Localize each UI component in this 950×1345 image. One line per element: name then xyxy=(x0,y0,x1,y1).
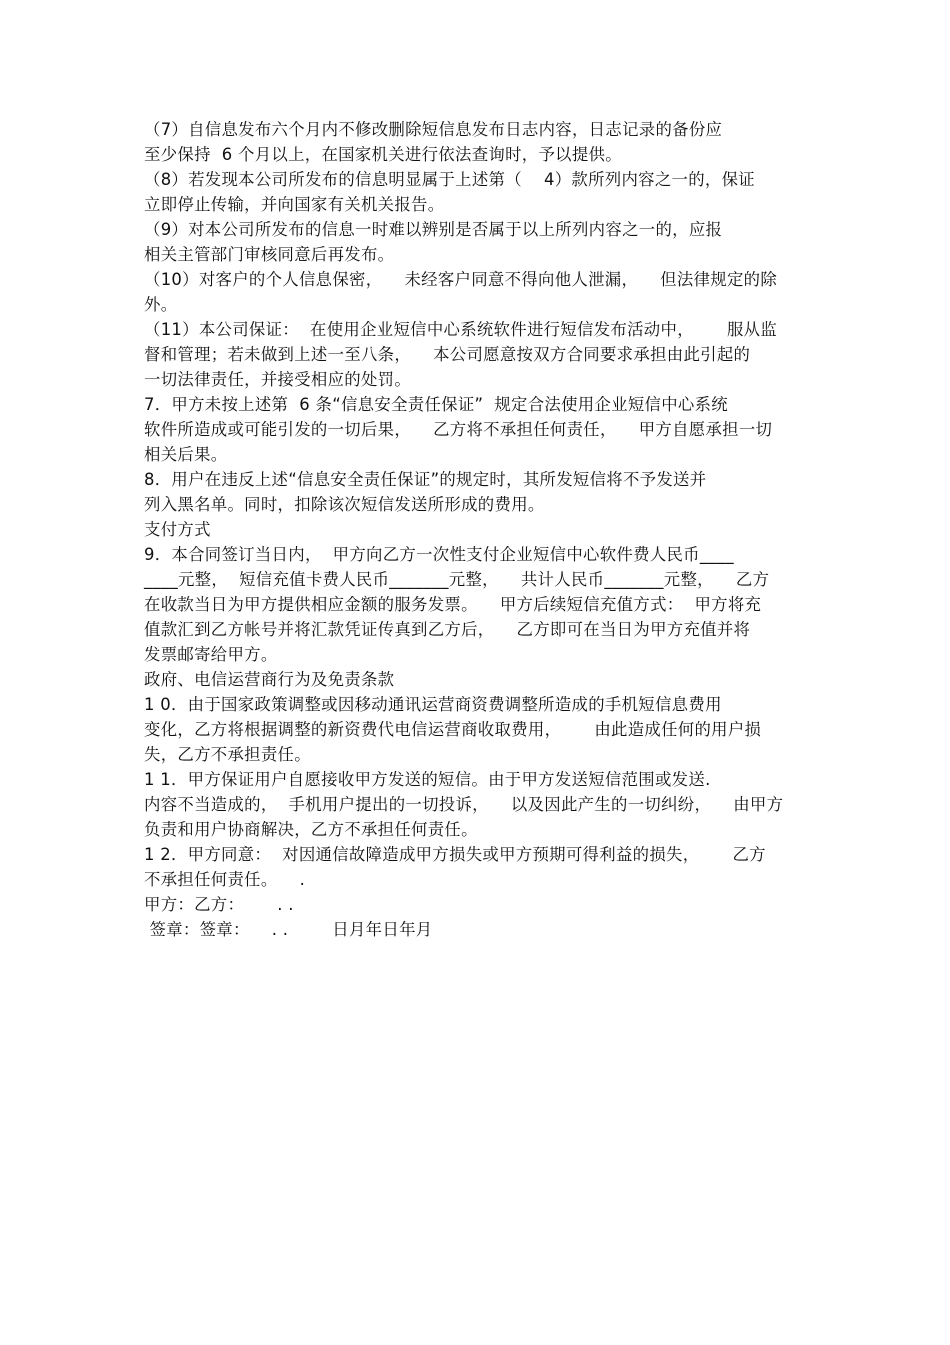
clause-8-line-2: 立即停止传输，并向国家有关机关报告。 xyxy=(144,195,445,214)
clause-9-line-1: （9）对本公司所发布的信息一时难以辨别是否属于以上所列内容之一的，应报 xyxy=(144,220,723,239)
article-9-line-2: ____元整， 短信充值卡费人民币_______元整， 共计人民币_______元整， 乙方 xyxy=(144,570,770,589)
article-8-line-1: 8．用户在违反上述“信息安全责任保证”的规定时，其所发短信将不予发送并 xyxy=(144,470,707,489)
clause-11-line-3: 一切法律责任，并接受相应的处罚。 xyxy=(144,370,412,389)
article-7-line-1: 7．甲方未按上述第 6 条“信息安全责任保证” 规定合法使用企业短信中心系统 xyxy=(144,395,728,414)
clause-10-line-1: （10）对客户的个人信息保密， 未经客户同意不得向他人泄漏， 但法律规定的除 xyxy=(144,270,778,289)
clause-11-line-1: （11）本公司保证： 在使用企业短信中心系统软件进行短信发布活动中， 服从监 xyxy=(144,320,778,339)
article-9-line-1: 9．本合同签订当日内， 甲方向乙方一次性支付企业短信中心软件费人民币____ xyxy=(144,545,734,564)
article-11-line-2: 内容不当造成的， 手机用户提出的一切投诉， 以及因此产生的一切纠纷， 由甲方 xyxy=(144,795,784,814)
clause-8-line-1: （8）若发现本公司所发布的信息明显属于上述第（ 4）款所列内容之一的，保证 xyxy=(144,170,755,189)
article-11-line-3: 负责和用户协商解决，乙方不承担任何责任。 xyxy=(144,820,478,839)
article-8-line-2: 列入黑名单。同时，扣除该次短信发送所形成的费用。 xyxy=(144,495,545,514)
article-12-line-1: 1 2．甲方同意： 对因通信故障造成甲方损失或甲方预期可得利益的损失， 乙方 xyxy=(144,845,766,864)
article-12-line-2: 不承担任何责任。 . xyxy=(144,870,306,889)
article-10-line-3: 失，乙方不承担责任。 xyxy=(144,745,311,764)
clause-11-line-2: 督和管理；若未做到上述一至八条， 本公司愿意按双方合同要求承担由此引起的 xyxy=(144,345,751,364)
section-heading-payment: 支付方式 xyxy=(144,520,211,539)
clause-10-line-2: 外。 xyxy=(144,295,178,314)
article-10-line-2: 变化，乙方将根据调整的新资费代电信运营商收取费用， 由此造成任何的用户损 xyxy=(144,720,762,739)
article-11-line-1: 1 1．甲方保证用户自愿接收甲方发送的短信。由于甲方发送短信范围或发送. xyxy=(144,770,711,789)
clause-7-line-2: 至少保持 6 个月以上，在国家机关进行依法查询时，予以提供。 xyxy=(144,145,622,164)
signature-date-line: 签章：签章： . . 日月年日年月 xyxy=(144,920,433,939)
article-10-line-1: 1 0．由于国家政策调整或因移动通讯运营商资费调整所造成的手机短信息费用 xyxy=(144,695,722,714)
article-9-line-3: 在收款当日为甲方提供相应金额的服务发票。 甲方后续短信充值方式： 甲方将充 xyxy=(144,595,762,614)
article-7-line-2: 软件所造成或可能引发的一切后果， 乙方将不承担任何责任， 甲方自愿承担一切 xyxy=(144,420,773,439)
clause-7-line-1: （7）自信息发布六个月内不修改删除短信息发布日志内容，日志记录的备份应 xyxy=(144,120,723,139)
party-names-line: 甲方：乙方： . . xyxy=(144,895,294,914)
section-heading-disclaimer: 政府、电信运营商行为及免责条款 xyxy=(144,670,395,689)
article-9-line-5: 发票邮寄给甲方。 xyxy=(144,645,278,664)
clause-9-line-2: 相关主管部门审核同意后再发布。 xyxy=(144,245,395,264)
article-7-line-3: 相关后果。 xyxy=(144,445,228,464)
article-9-line-4: 值款汇到乙方帐号并将汇款凭证传真到乙方后， 乙方即可在当日为甲方充值并将 xyxy=(144,620,751,639)
